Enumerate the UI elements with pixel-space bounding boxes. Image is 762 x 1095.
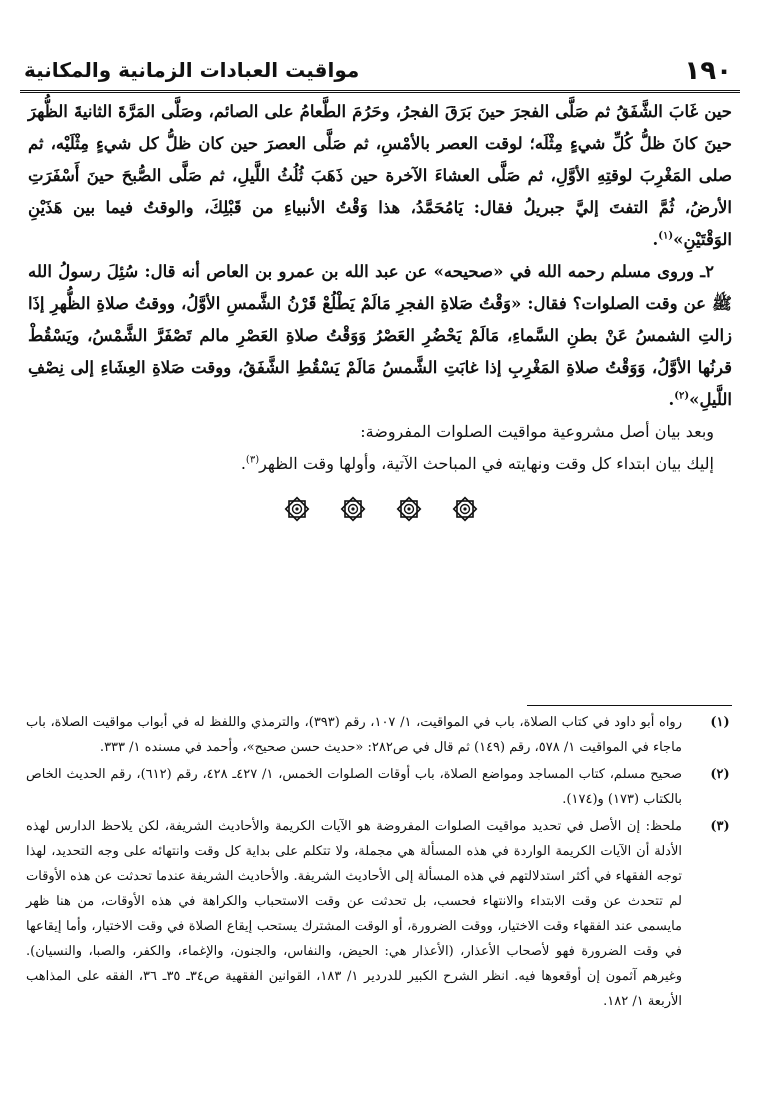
page-number: ١٩٠ (684, 56, 732, 86)
footnote-ref-1: (١) (658, 230, 674, 242)
octagram-ornament-icon (340, 496, 366, 522)
period-2: . (668, 390, 675, 409)
footnote-ref-3: (٣) (245, 454, 260, 466)
transition-text: إليك بيان ابتداء كل وقت ونهايته في المباحث الآتية، وأولها وقت الظهر (259, 454, 714, 473)
period-3: . (240, 454, 246, 473)
hadith-text-2: ٢ـ وروى مسلم رحمه الله في «صحيحه» عن عبد الله بن عمرو بن العاص أنه قال: سُئِلَ رسولُ الله ﷺ عن وقت الصلوات؟ فقال: «وَقْتُ صَلاةِ الفجرِ مَالَمْ يَطْلُعْ قَرْنُ الشَّمسِ الأوَّلُ، ووقتُ صلاةِ الظُّهرِ إذَا زالتِ الشمسُ عَنْ بطنِ السَّماءِ، مَالَمْ يَحْضُرِ العَصْرُ وَوَقْتُ صلاةِ العَصْرِ مالم تَصْفَرَّ الشَّمْسُ، ويَسْقُطْ قرنُها الأوَّلُ، وَوَقْتُ صلاةِ المَغْرِبِ إذا غابَتِ الشَّمسُ مَالَمْ يَسْقُطِ الشَّفَقُ، ووقت صَلاةِ العِشَاءِ إلى نِصْفِ اللَّيلِ» (28, 262, 732, 409)
section-ornaments (0, 496, 762, 526)
page-header (20, 52, 740, 88)
footnote-divider (527, 705, 732, 706)
hadith-text-1: حين غَابَ الشَّفَقُ ثم صَلَّى الفجرَ حينَ بَرَقَ الفجرُ، وحَرُمَ الطَّعامُ على الصائم، وصَلَّى المَرَّةَ الثانيةَ الظُّهرَ حينَ كانَ ظلُّ كُلِّ شيءٍ مِثْلَه؛ لوقت العصر بالأمْسِ، ثم صَلَّى العصرَ حين كان ظلُّ كل شيءٍ مِثْلَيْه، ثم صلى المَغْرِبَ لوقتِهِ الأوَّلِ، ثم صَلَّى العشاءَ الآخرة حين ذَهَبَ ثُلُثُ اللَّيلِ، ثم صَلَّى الصُّبحَ حينَ أَسْفَرَتِ الأرضُ، ثُمَّ التفتَ إليَّ جبريلُ فقال: يَامُحَمَّدُ، هذا وَقْتُ الأنبياءِ من قَبْلِكَ، والوقتُ فيما بين هَذَيْنِ الوَقْتَيْنِ» (28, 102, 732, 249)
footnote-ref-2: (٢) (674, 390, 690, 402)
octagram-ornament-icon (284, 496, 310, 522)
footnote-text-1: رواه أبو داود في كتاب الصلاة، باب في المواقيت، ١/ ١٠٧، رقم (٣٩٣)، والترمذي واللفظ له في أبواب مواقيت الصلاة، باب ماجاء في المواقيت ١/ ٥٧٨، رقم (١٤٩) ثم قال في ص٢٨٢: «حديث حسن صحيح»، وأحمد في مسنده ١/ ٣٣٣. (26, 715, 682, 755)
transition-line-2 (28, 448, 732, 480)
footnote-number-2: (٢) (710, 767, 730, 782)
transition-line-1: وبعد بيان أصل مشروعية مواقيت الصلوات المفروضة: (360, 422, 714, 441)
footnote-1 (26, 710, 740, 760)
octagram-ornament-icon (452, 496, 478, 522)
period-1: . (652, 230, 659, 249)
running-title: مواقيت العبادات الزمانية والمكانية (24, 58, 360, 82)
footnote-number-3: (٣) (710, 819, 730, 834)
footnote-text-2: صحيح مسلم، كتاب المساجد ومواضع الصلاة، باب أوقات الصلوات الخمس، ١/ ٤٢٧ـ ٤٢٨، رقم (٦١٢)، رقم الحديث الخاص بالكتاب (١٧٣) و(١٧٤). (26, 767, 683, 807)
main-text (28, 96, 732, 480)
octagram-ornament-icon (396, 496, 422, 522)
header-divider (20, 90, 740, 93)
footnote-number-1: (١) (710, 715, 730, 730)
hadith-paragraph-1 (28, 96, 732, 256)
transition-paragraph (28, 416, 732, 480)
footnote-2 (26, 762, 740, 812)
footnotes (26, 710, 740, 1016)
footnote-text-3: ملحظ: إن الأصل في تحديد مواقيت الصلوات المفروضة هو الآيات الكريمة والأحاديث الشريفة، لكن يلاحظ الدارس لهذه الأدلة أن الآيات الكريمة الواردة في هذه المسألة هي مجملة، ولا تتكلم على بداية كل وقت وانتهائه على وجه التحديد، لهذا توجه الفقهاء في أكثر استدلالتهم في هذه المسألة إلى الأحاديث الشريفة. والأحاديث الشريفة عندما تحدثت عن هذه الأوقات لم تتحدث عن وقت الابتداء والانتهاء فحسب، بل تحدثت عن وقت الاستحباب والكراهة في هذه الأوقات، من هنا ظهر مايسمى عند الفقهاء وقت الاختيار، ووقت الضرورة، أو الوقت المشترك يستحب إيقاع الصلاة في وقت الاختيار، وأما إيقاعها في وقت الضرورة فهو لأصحاب الأعذار، (الأعذار هي: الحيض، والنفاس، والجنون، والإغماء، والكفر، والصبا، والنسيان). وغيرهم آثمون إن أوقعوها فيه. انظر الشرح الكبير للدردير ١/ ١٨٣، القوانين الفقهية ص٣٤ـ ٣٥ـ ٣٦، الفقه على المذاهب الأربعة ١/ ١٨٢. (26, 819, 683, 1009)
hadith-paragraph-2 (28, 256, 732, 416)
footnote-3 (26, 814, 740, 1014)
